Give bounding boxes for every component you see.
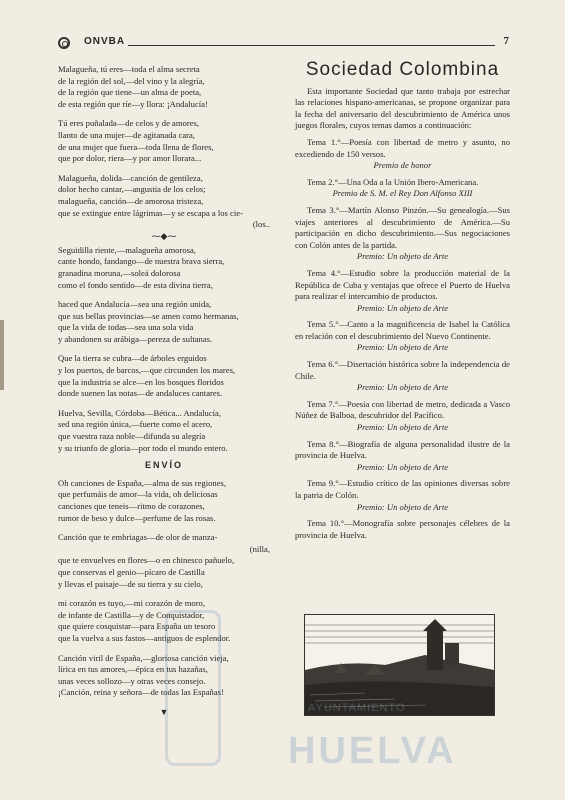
prize-label: Premio: Un objeto de Arte bbox=[356, 382, 449, 393]
verse-line: que la industria se alce—en los bosques floridos bbox=[58, 376, 224, 387]
verse-line: y los puertos, de barcos,—que circunden los mares, bbox=[58, 365, 236, 376]
watermark-shield bbox=[165, 610, 221, 766]
tema-item: Tema 7.°—Poesía con libertad de metro, dedicada a Vasco Núñez de Balboa, descubridor del Pacífico. Premio: Un objeto de Arte bbox=[295, 398, 510, 433]
verse-line: de una mujer que fuera—toda llena de flores, bbox=[58, 141, 214, 152]
tema-item: Tema 5.°—Canto a la magnificencia de Isabel la Católica en relación con el descubrimiento del Nuevo Continente. Premio: Un objeto de Arte bbox=[295, 319, 510, 353]
verse-line: cante hondo, fandango—de nuestra brava sierra, bbox=[58, 256, 225, 267]
verse-line: (los.. bbox=[252, 219, 270, 230]
verse-line: que sus bellas provincias—se amen como hermanas, bbox=[58, 310, 239, 321]
tema-item: Tema 10.°—Monografía sobre personajes célebres de la provincia de Huelva. bbox=[295, 518, 510, 540]
verse-line: mi corazón es tuyo,—mi corazón de moro, bbox=[58, 598, 206, 609]
prize-label: Premio: Un objeto de Arte bbox=[356, 422, 449, 433]
verse-line: unas veces sollozo—y otras veces consejo. bbox=[58, 675, 206, 686]
ornament-end-icon: ▼ bbox=[159, 706, 169, 717]
verse-line: de la región que tiene—un alma de poeta, bbox=[58, 87, 202, 98]
watermark-ring-text: AYUNTAMIENTO bbox=[308, 702, 406, 714]
prize-label: Premio: Un objeto de Arte bbox=[356, 251, 449, 262]
prize-label: Premio: Un objeto de Arte bbox=[356, 342, 449, 353]
tema-item: Tema 4.°—Estudio sobre la producción material de la República de Cuba y ventajas que ofrece el Puerto de Huelva para realizar el intercambio de productos. Premio: Un objeto de Arte bbox=[295, 267, 510, 313]
verse-line: Que la tierra se cubra—de árboles erguidos bbox=[58, 353, 207, 364]
verse-line: dolor hecho cantar,—angustia de los celos; bbox=[58, 184, 206, 195]
tema-item: Tema 9.°—Estudio crítico de las opiniones diversas sobre la patria de Colón. Premio: Un objeto de Arte bbox=[295, 478, 510, 512]
verse-line: que por dolor, riera—y por amor llorara... bbox=[58, 153, 202, 164]
verse-line: y abandonen su arábiga—pereza de sultanas. bbox=[58, 333, 213, 344]
verse-line: Malagueña, tú eres—toda el alma secreta bbox=[58, 64, 200, 74]
verse-line: que la vida de todas—sea una sola vida bbox=[58, 322, 194, 333]
prize-label: Premio: Un objeto de Arte bbox=[356, 461, 449, 472]
tema-item: Tema 2.°—Una Oda a la Unión Ibero-Americana. Premio de S. M. el Rey Don Alfonso XIII bbox=[295, 177, 510, 200]
verse-line: de la región del sol,—del vino y la alegría, bbox=[58, 75, 205, 86]
verse-line: que vuestra raza noble—difunda su alegría bbox=[58, 431, 206, 442]
verse-line: Huelva, Sevilla, Córdoba—Bética... Andalucía, bbox=[58, 407, 221, 418]
verse-line: que perfumáis de amor—la vida, oh deliciosas bbox=[58, 489, 218, 500]
stanza bbox=[58, 408, 270, 454]
stanza bbox=[58, 478, 270, 524]
verse-line: que quiere cosquistar—para España un tesoro bbox=[58, 621, 216, 632]
page-header bbox=[58, 35, 509, 53]
binding-edge bbox=[0, 320, 4, 390]
article-intro: Esta importante Sociedad que tanto trabaja por estrechar las relaciones hispano-americanas, se propone organizar para la fecha del aniversario del descubrimiento de América unos juegos florales, cuyos temas damos a continuación: bbox=[295, 85, 510, 131]
verse-line: Canción viril de España,—gloriosa canción vieja, bbox=[58, 652, 229, 663]
stanza bbox=[58, 64, 270, 110]
prize-label: Premio: Un objeto de Arte bbox=[356, 302, 449, 313]
journal-name: ONVBA bbox=[84, 36, 126, 47]
verse-line: que conservas el genio—pícaro de Castilla bbox=[58, 566, 205, 577]
verse-line: ¡Canción, reina y señora—de todas las Españas! bbox=[58, 687, 224, 698]
header-rule bbox=[128, 45, 495, 46]
tema-item: Tema 3.°—Martín Alonso Pinzón.—Su genealogía.—Sus viajes anteriores al descubrimiento de América.—Su participación en dicho descubrimiento.—Sus negociaciones con Colón antes de la partida. Premio: Un objeto de Arte bbox=[295, 204, 510, 262]
verse-line: llanto de una mujer—de agitanada cara, bbox=[58, 129, 195, 140]
verse-line: y su triunfo de gloria—por todo el mundo entero. bbox=[58, 442, 228, 453]
verse-line: lírica en tus amores,—épica en tus hazañas, bbox=[58, 664, 208, 675]
verse-line: que se extingue entre lágrimas—y se escapa a los cie- bbox=[58, 207, 243, 218]
stanza bbox=[58, 118, 270, 164]
verse-line: granadina moruna,—soleá dolorosa bbox=[58, 267, 181, 278]
verse-line: de infante de Castilla—y de Conquistador, bbox=[58, 609, 205, 620]
stanza bbox=[58, 653, 270, 699]
stanza bbox=[58, 299, 270, 345]
tema-item: Tema 1.°—Poesía con libertad de metro y asunto, no excediendo de 150 versos. Premio de honor bbox=[295, 136, 510, 171]
watermark-word: HUELVA bbox=[288, 730, 457, 772]
verse-line: canciones que teneis—ritmo de corazones, bbox=[58, 501, 205, 511]
prize-label: Premio de honor bbox=[373, 160, 432, 171]
spiral-logo-icon bbox=[58, 37, 70, 49]
prize-label: Premio de S. M. el Rey Don Alfonso XIII bbox=[332, 188, 473, 199]
verse-line: que te envuelves en flores—o en chinesco pañuelo, bbox=[58, 555, 235, 566]
ornament-divider: ⁓◆⁓ bbox=[151, 230, 177, 241]
verse-line: como el fondo sentido—de esta divina tierra, bbox=[58, 279, 213, 290]
verse-line: Tú eres puñalada—de celos y de amores, bbox=[58, 118, 200, 129]
stanza bbox=[58, 598, 270, 644]
tema-item: Tema 8.°—Biografía de alguna personalidad ilustre de la provincia de Huelva. Premio: Un objeto de Arte bbox=[295, 438, 510, 472]
page-number: 7 bbox=[503, 35, 509, 47]
stanza bbox=[58, 532, 270, 590]
verse-line: malagueña, canción—de amorosa tristeza, bbox=[58, 195, 204, 206]
verse-line: haced que Andalucía—sea una región unida, bbox=[58, 299, 212, 310]
poem-column bbox=[58, 64, 270, 721]
verse-line: y llevas el paisaje—de su tierra y su cielo, bbox=[58, 578, 203, 589]
verse-line: Seguidilla riente,—malagueña amorosa, bbox=[58, 244, 196, 255]
verse-line: Oh canciones de España,—alma de sus regiones, bbox=[58, 477, 227, 488]
envio-heading: ENVÍO bbox=[144, 460, 183, 471]
watermark-stamp bbox=[248, 700, 488, 780]
article-title: Sociedad Colombina bbox=[305, 59, 500, 80]
verse-line: (nilla, bbox=[249, 543, 270, 554]
verse-line: de esta región que ríe—y llora: ¡Andalucía! bbox=[58, 98, 208, 109]
verse-line: rumor de beso y dulce—perfume de las rosas. bbox=[58, 512, 216, 523]
verse-line: Malagueña, dolida—canción de gentileza, bbox=[58, 172, 203, 183]
tema-item: Tema 6.°—Disertación histórica sobre la independencia de Chile. Premio: Un objeto de Arte bbox=[295, 359, 510, 393]
stanza bbox=[58, 245, 270, 291]
prize-label: Premio: Un objeto de Arte bbox=[356, 501, 449, 512]
verse-line: donde suenen las notas—de andaluces cantares. bbox=[58, 388, 223, 399]
verse-line: Canción que te embriagas—de olor de manza- bbox=[58, 532, 218, 543]
verse-line: sed una región única,—fuerte como el acero, bbox=[58, 419, 213, 430]
verse-line: que la vuelva a sus fastos—antiguos de esplendor. bbox=[58, 632, 231, 643]
article-column bbox=[295, 59, 510, 541]
stanza bbox=[58, 353, 270, 399]
stanza bbox=[58, 173, 270, 231]
